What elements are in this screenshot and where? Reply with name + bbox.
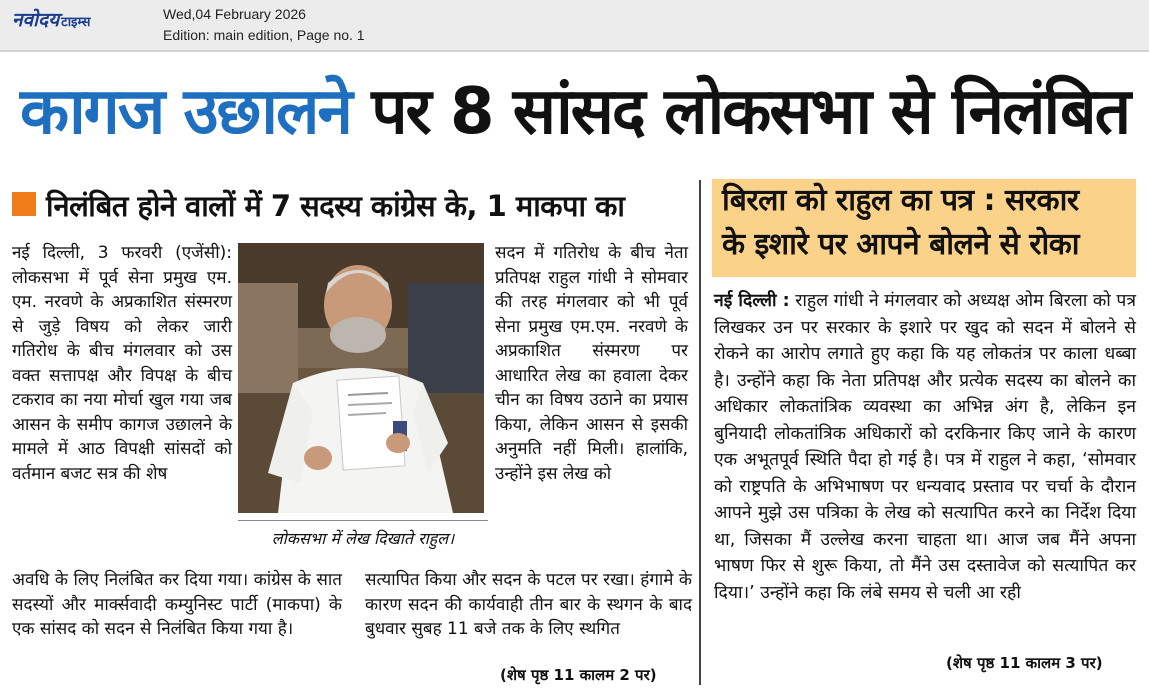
sub-headline-text: निलंबित होने वालों में 7 सदस्य कांग्रेस के, 1 माकपा का — [46, 189, 625, 223]
issue-date: Wed,04 February 2026 — [163, 6, 306, 22]
side-headline-line-2: के इशारे पर आपने बोलने से रोका — [722, 227, 1080, 262]
photo-caption: लोकसभा में लेख दिखाते राहुल। — [238, 520, 488, 561]
column-divider — [699, 180, 701, 685]
edition-page: Edition: main edition, Page no. 1 — [163, 27, 365, 43]
orange-square-marker — [12, 192, 36, 216]
main-story-column-1: नई दिल्ली, 3 फरवरी (एजेंसी): लोकसभा में पूर्व सेना प्रमुख एम. एम. नरवणे के अप्रकाशित संस्मरण से जुड़े विषय को लेकर जारी गतिरोध के बीच मंगलवार को उस वक्त सत्तापक्ष और विपक्ष के बीच टकराव का नया मोर्चा खुल गया जब आसन के समीप कागज उछालने के मामले में आठ विपक्षी सांसदों को वर्तमान बजट सत्र की शेष — [12, 243, 232, 484]
main-story-column-1-end: अवधि के लिए निलंबित कर दिया गया। कांग्रेस के सात सदस्यों और मार्क्सवादी कम्युनिस्ट पार्टी (माकपा) के एक सांसद को सदन से निलंबित किया गया है। — [12, 570, 342, 639]
logo-sub-text: टाइम्स — [61, 15, 91, 30]
main-story-column-2: सदन में गतिरोध के बीच नेता प्रतिपक्ष राहुल गांधी ने सोमवार की तरह मंगलवार को भी पूर्व सेना प्रमुख एम.एम. नरवणे के अप्रकाशित संस्मरण पर आधारित लेख का हवाला देकर चीन का विषय उठाने का प्रयास किया, लेकिन आसन से इसकी अनुमति नहीं मिली। हालांकि, उन्होंने इस लेख को — [495, 243, 688, 484]
main-story-column-2-end: सत्यापित किया और सदन के पटल पर रखा। हंगामे के कारण सदन की कार्यवाही तीन बार के स्थगन के बाद बुधवार सुबह 11 बजे तक के लिए स्थगित — [365, 570, 692, 639]
side-story-continued-link[interactable]: (शेष पृष्ठ 11 कालम 3 पर) — [946, 654, 1103, 672]
news-photo[interactable] — [238, 243, 484, 513]
sub-headline — [12, 186, 692, 230]
main-story-continued-link[interactable]: (शेष पृष्ठ 11 कालम 2 पर) — [500, 666, 657, 684]
newspaper-logo[interactable] — [12, 6, 90, 32]
rahul-photo-illustration — [238, 243, 484, 513]
side-story-body — [714, 288, 1136, 606]
main-headline — [0, 62, 1149, 162]
edition-info — [163, 4, 365, 46]
side-story-text: राहुल गांधी ने मंगलवार को अध्यक्ष ओम बिरला को पत्र लिखकर उन पर सरकार के इशारे पर खुद को सदन में बोलने से रोकने का आरोप लगाते हुए कहा कि यह लोकतंत्र पर काला धब्बा है। उन्होंने कहा कि नेता प्रतिपक्ष और प्रत्येक सदस्य का बोलने का अधिकार लोकतांत्रिक व्यवस्था का अभिन्न अंग है, लेकिन इन बुनियादी लोकतांत्रिक अधिकारों को दरकिनार किए जाने के कारण एक अभूतपूर्व स्थिति पैदा हो गई है। पत्र में राहुल ने कहा, ‘सोमवार को राष्ट्रपति के अभिभाषण पर धन्यवाद प्रस्ताव पर चर्चा के दौरान आपने मुझे उस पत्रिका के लेख को सत्यापित करने का निर्देश दिया था, जिसका मैं उल्लेख करना चाहता था। आज जब मैंने अपना भाषण फिर से शुरू किया, तो मैंने उस दस्तावेज को सत्यापित कर दिया।’ उन्होंने कहा कि लंबे समय से चली आ रही — [714, 291, 1136, 603]
headline-blue-part: कागज उछालने — [19, 75, 351, 149]
headline-black-part: पर 8 सांसद लोकसभा से निलंबित — [350, 75, 1130, 149]
side-headline-line-1: बिरला को राहुल का पत्र : सरकार — [722, 183, 1079, 218]
masthead-bar — [0, 0, 1149, 52]
side-story-dateline: नई दिल्ली : — [714, 291, 790, 311]
side-story-headline — [712, 179, 1136, 277]
logo-main-text: नवोदय — [12, 9, 60, 31]
